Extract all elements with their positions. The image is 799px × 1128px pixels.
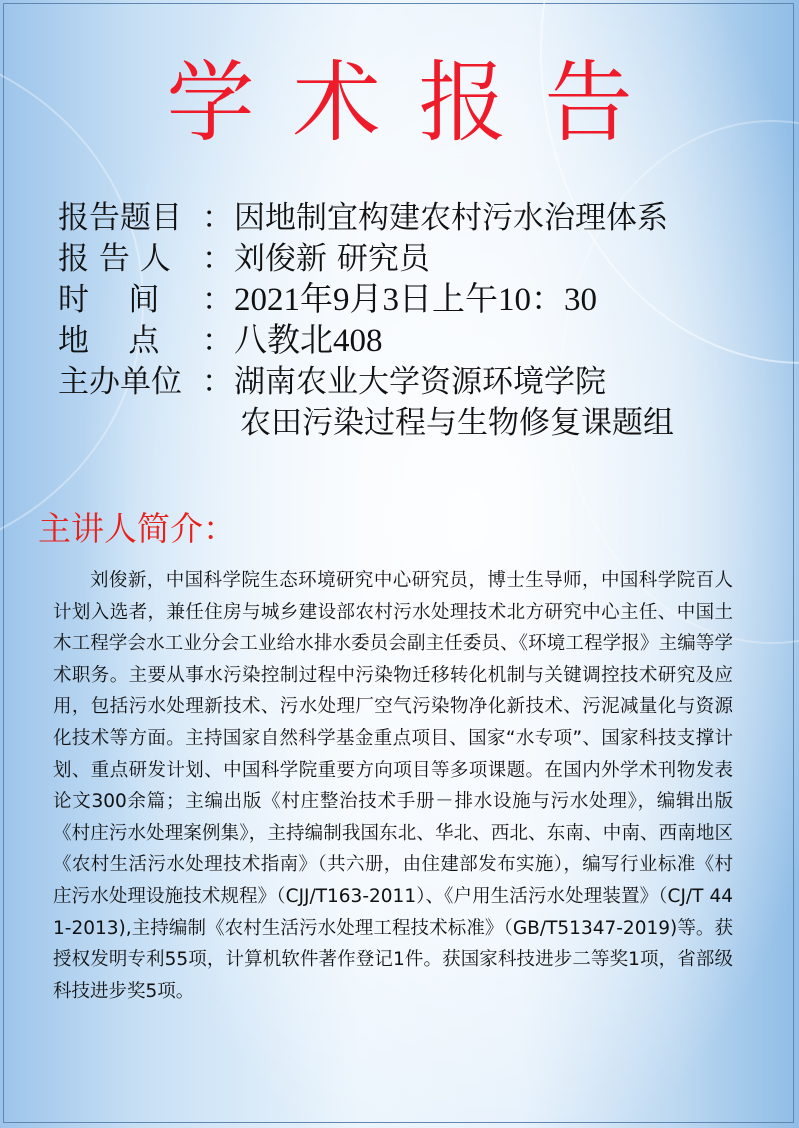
topic-colon: ： bbox=[202, 200, 233, 236]
bio-paragraph: 刘俊新，中国科学院生态环境研究中心研究员，博士生导师，中国科学院百人计划入选者，兼任住房与城乡建设部农村污水处理技术北方研究中心主任、中国土木工程学会水工业分会工业给水排水委员会副主任委员、《环境工程学报》主编等学术职务。主要从事水污染控制过程中污染物迁移转化机制与关键调控技术研究及应用，包括污水处理新技术、污水处理厂空气污染物净化新技术、污泥减量化与资源化技术等方面。主持国家自然科学基金重点项目、国家“水专项”、国家科技支撑计划、重点研发计划、中国科学院重要方向项目等多项课题。在国内外学术刊物发表论文300余篇；主编出版《村庄整治技术手册－排水设施与污水处理》，编辑出版《村庄污水处理案例集》，主持编制我国东北、华北、西北、东南、中南、西南地区《农村生活污水处理技术指南》（共六册，由住建部发布实施），编写行业标准《村庄污水处理设施技术规程》（CJJ/T163-2011）、《户用生活污水处理装置》（CJ/T 441-2013),主持编制《农村生活污水处理工程技术标准》（GB/T51347-2019)等。获授权发明专利55项，计算机软件著作登记1件。获国家科技进步二等奖1项，省部级科技进步奖5项。 bbox=[53, 570, 733, 1002]
bio-heading: 主讲人简介： bbox=[38, 509, 236, 548]
place-colon: ： bbox=[202, 323, 233, 359]
host-label: 主办单位 bbox=[58, 364, 182, 400]
speaker-value: 刘俊新 研究员 bbox=[234, 241, 430, 277]
time-colon: ： bbox=[202, 282, 233, 318]
poster-title: 学术报告 bbox=[166, 51, 671, 154]
speaker-label: 报 告 人 bbox=[58, 241, 171, 277]
speaker-colon: ： bbox=[202, 241, 233, 277]
host-colon: ： bbox=[202, 364, 233, 400]
place-label: 地 点 bbox=[58, 323, 160, 359]
host-value-line1: 湖南农业大学资源环境学院 bbox=[234, 364, 606, 400]
topic-value: 因地制宜构建农村污水治理体系 bbox=[234, 200, 668, 236]
host-value-line2: 农田污染过程与生物修复课题组 bbox=[240, 405, 674, 441]
place-value: 八教北408 bbox=[234, 323, 383, 359]
time-value: 2021年9月3日上午10：30 bbox=[234, 282, 597, 318]
topic-label: 报告题目 bbox=[58, 200, 182, 236]
time-label: 时 间 bbox=[58, 282, 160, 318]
